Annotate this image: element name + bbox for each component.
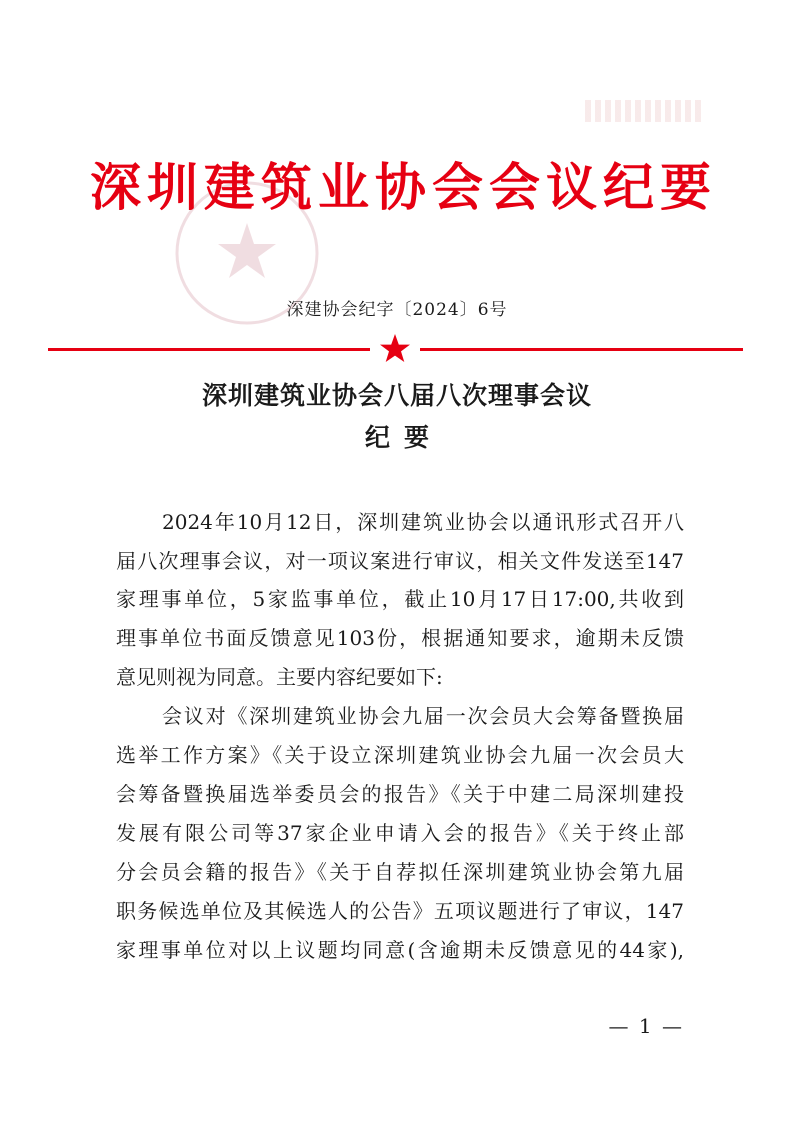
paragraph-line: 家理事单位，5家监事单位，截止10月17日17:00,共收到: [116, 587, 684, 611]
paragraph-line: 职务候选单位及其候选人的公告》五项议题进行了审议，147: [116, 899, 684, 923]
paragraph-line: 选举工作方案》《关于设立深圳建筑业协会九届一次会员大: [116, 743, 684, 767]
paragraph-line: 分会员会籍的报告》《关于自荐拟任深圳建筑业协会第九届: [116, 860, 684, 884]
paragraph-line: 会议对《深圳建筑业协会九届一次会员大会筹备暨换届: [162, 704, 684, 728]
page-number: — 1 —: [608, 1014, 684, 1038]
paragraph-line: 意见则视为同意。主要内容纪要如下:: [116, 665, 443, 689]
security-watermark: [585, 100, 705, 122]
header-title: 深圳建筑业协会会议纪要: [90, 158, 718, 218]
document-title: 深圳建筑业协会八届八次理事会议: [201, 381, 592, 410]
document-number: 深建协会纪字〔2024〕6号: [286, 300, 508, 320]
paragraph-line: 发展有限公司等37家企业申请入会的报告》《关于终止部: [116, 821, 684, 845]
red-divider-right: [420, 348, 743, 351]
paragraph-line: 理事单位书面反馈意见103份，根据通知要求，逾期未反馈: [116, 626, 684, 650]
star-icon: [379, 333, 411, 365]
paragraph-line: 2024年10月12日，深圳建筑业协会以通讯形式召开八: [162, 510, 684, 534]
paragraph-line: 届八次理事会议，对一项议案进行审议，相关文件发送至147: [116, 549, 684, 573]
paragraph-line: 会筹备暨换届选举委员会的报告》《关于中建二局深圳建投: [116, 782, 684, 806]
document-subtitle: 纪要: [364, 423, 443, 452]
paragraph-line: 家理事单位对以上议题均同意(含逾期未反馈意见的44家),: [116, 938, 684, 962]
red-divider-left: [48, 348, 370, 351]
